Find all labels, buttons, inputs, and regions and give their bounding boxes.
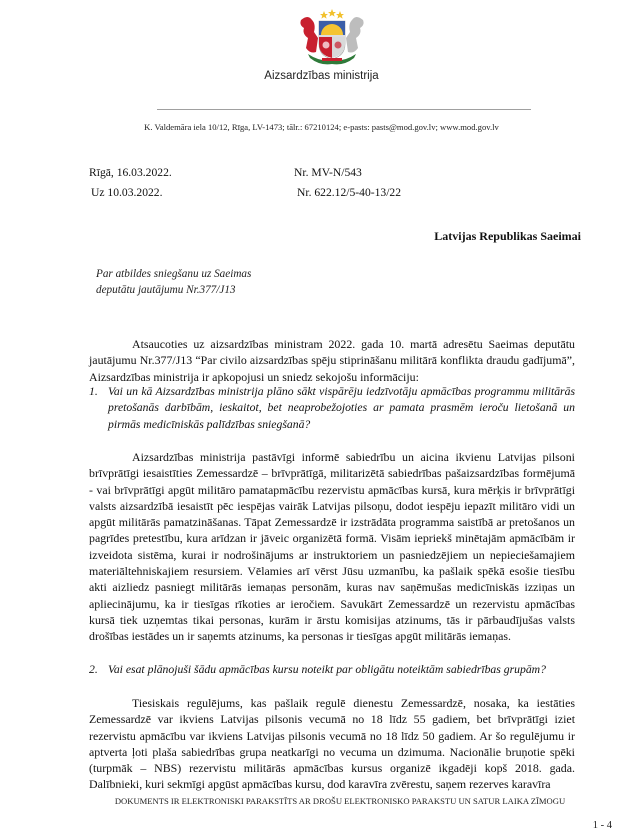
question-number: 2. <box>89 663 98 676</box>
answer-paragraph-2: Tiesiskais regulējums, kas pašlaik regulē dienestu Zemessardzē, nosaka, ka iestāties Zemessardzē var ikviens Latvijas pilsonis vecumā no 18 līdz 55 gadiem, bet brīvprātīgi iziet rezervistu apmācību var ikviens Latvijas pilsonis vecumā no 18 līdz 50 gadiem. Ar šo regulējumu ir aptverta ļoti plaša sabiedrības grupa neatkarīgi no vecuma un dzimuma. Nacionālie bruņotie spēki (turpmāk – NBS) rezervistu militārās apmācības kursus organizē ikgadēji kopš 2018. gada. Dalībnieki, kuri sekmīgi apgūst apmācības kursu, dod karavīra zvērestu, saņem rezerves karavīra <box>89 696 575 792</box>
reference-number: Nr. 622.12/5-40-13/22 <box>297 186 402 199</box>
ministry-name: Aizsardzības ministrija <box>264 70 379 82</box>
question-2 <box>89 662 575 678</box>
reference-date: Uz 10.03.2022. <box>91 186 163 199</box>
answer-paragraph-1: Aizsardzības ministrija pastāvīgi informē sabiedrību un aicina ikvienu Latvijas pilsoni brīvprātīgi iesaistīties Zemessardzē – brīvprātīgā, militarizētā sabiedrības pašaizsardzības formējumā - vai brīvprātīgi apgūt militāro pamatapmācību rezervistu apmācības kursā, kura mērķis ir brīvprātīgi valsts aizsardzībā iesaistīt pēc iespējas vairāk Latvijas pilsoņu, dodot iespēju iepazīt militāro vidi un apgūt militārās pamatzināšanas. Tāpat Zemessardzē ir izstrādāta programma saistībā ar pretošanos un pagrīdes pretestību, kura arīdzan ir jāveic organizētā formā. Visām iepriekš minētajām apmācībām ir izveidota sistēma, kurai ir nodrošinājums ar instruktoriem un pasniedzējiem un nepieciešamajiem materiāltehniskajiem resursiem. Vēlamies arī vērst Jūsu uzmanību, ka pašlaik spēkā esošie tiesību akti aizliedz pasniegt militārās iemaņas personām, kuras nav saņēmušas medicīniskās izziņas un apliecinājumu, ka ir tiesīgas rīkoties ar ieročiem. Savukārt Zemessardzē un rezervistu apmācības kursā tiek uzņemtas tikai personas, kurām ir ārstu komisijas atzinums, tās ir pārbaudījušas valsts drošības iestādes un ir saņemts atzinums, ka personas ir tiesīgas apgūt militārās iemaņas. <box>89 450 575 644</box>
intro-paragraph: Atsaucoties uz aizsardzības ministram 2022. gada 10. martā adresētu Saeimas deputātu jautājumu Nr.377/J13 “Par civilo aizsardzības spēju stiprināšanu militārā konflikta draudu gadījumā”, Aizsardzības ministrija ir apkopojusi un sniedz sekojošu informāciju: <box>89 337 575 384</box>
header-divider <box>157 109 531 110</box>
question-text: Vai esat plānojuši šādu apmācības kursu noteikt par obligātu noteiktām sabiedrības grupām? <box>108 663 546 676</box>
subject-line-1: Par atbildes sniegšanu uz Saeimas <box>96 268 252 280</box>
question-text: Vai un kā Aizsardzības ministrija plāno sākt vispārēju iedzīvotāju apmācības programmu militārās pretošanās darbībām, ieskaitot, bet neaprobežojoties ar pamata prasmēm ieroču lietošanā un pirmās medicīniskās palīdzības sniegšanā? <box>108 385 575 431</box>
document-number: Nr. MV-N/543 <box>294 166 362 179</box>
electronic-signature-notice: DOKUMENTS IR ELEKTRONISKI PARAKSTĪTS AR DROŠU ELEKTRONISKO PARAKSTU UN SATUR LAIKA ZĪMOGU <box>114 796 566 806</box>
subject-line-2: deputātu jautājumu Nr.377/J13 <box>96 284 236 296</box>
latvian-coat-of-arms-icon <box>296 8 368 66</box>
contact-address-line: K. Valdemāra iela 10/12, Rīga, LV-1473; tālr.: 67210124; e-pasts: pasts@mod.gov.lv; www.mod.gov.lv <box>144 122 499 132</box>
place-date: Rīgā, 16.03.2022. <box>89 166 172 179</box>
addressee: Latvijas Republikas Saeimai <box>434 229 581 243</box>
question-number: 1. <box>89 385 98 398</box>
page-number: 1 - 4 <box>592 820 612 831</box>
subject <box>96 266 251 298</box>
question-1 <box>89 384 575 433</box>
